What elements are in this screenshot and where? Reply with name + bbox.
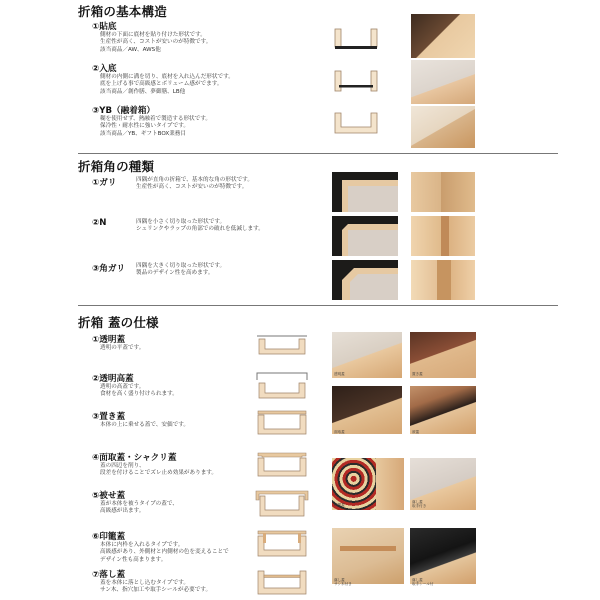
photo-caption: 印籠蓋 <box>334 503 345 507</box>
gari-top-photo <box>332 172 398 212</box>
gari-side-photo <box>411 172 475 212</box>
irezoko-diagram <box>334 70 378 92</box>
item-harizoko <box>92 20 211 54</box>
item-cover-lid <box>92 489 178 516</box>
divider <box>78 153 558 154</box>
photo-caption: 置き蓋 <box>412 372 423 376</box>
item-desc: 蓋の四辺を削り、 段差を付けることでズレ止め効果があります。 <box>100 463 218 477</box>
item-desc: 透明の高蓋です。 食材を高く盛り付けられます。 <box>100 384 178 398</box>
item-desc: 側材の下面に底材を貼り付けた形状です。 生産性が高く、コストが安いのが特徴です。 該当商品／AW、AWS他 <box>100 32 212 53</box>
yb-photo <box>411 106 475 148</box>
item-desc: 透明の平蓋です。 <box>100 345 145 351</box>
section-title-corner-types: 折箱角の種類 <box>78 159 155 174</box>
kakugari-side-photo <box>411 260 475 300</box>
item-clear-lid <box>92 333 144 352</box>
section-title-lid-types: 折箱 蓋の仕様 <box>78 315 159 330</box>
clear-lid-diagram <box>255 334 309 356</box>
item-title: ②透明高蓋 <box>92 374 134 384</box>
item-desc: 本体の上に乗せる蓋で、安価です。 <box>100 422 189 428</box>
inro-lid-diagram <box>255 530 309 558</box>
clear-high-lid-diagram <box>255 370 309 400</box>
item-title: ⑤被せ蓋 <box>92 491 126 501</box>
drop-lid-diagram <box>255 568 309 596</box>
item-title: ②入底 <box>92 64 117 74</box>
item-yb <box>92 104 211 138</box>
section-title-basic-structure: 折箱の基本構造 <box>78 4 167 19</box>
chamfer-lid-diagram <box>255 452 309 478</box>
item-desc: 蓋が本体を被うタイプの蓋で、 高級感が出ます。 <box>100 501 178 515</box>
photo-caption: 面取蓋 <box>334 430 345 434</box>
photo-caption: 落し蓋 取手シール付 <box>412 578 434 587</box>
chamfer-lid-photo <box>332 386 402 434</box>
n-side-photo <box>411 216 475 256</box>
item-clear-high-lid <box>92 372 178 399</box>
harizoko-photo <box>411 14 475 58</box>
item-inro-lid <box>92 530 229 564</box>
item-title: ③角ガリ <box>92 264 126 274</box>
photo-caption: 落し蓋 取手付き <box>412 500 427 509</box>
yb-diagram <box>334 112 378 134</box>
item-kakugari <box>92 262 125 274</box>
item-title: ③YB（融着箱） <box>92 106 156 116</box>
item-title: ④面取蓋・シャクリ蓋 <box>92 453 177 463</box>
irezoko-photo <box>411 60 475 104</box>
item-desc: 四隅を小さく切り取った形状です。 シュリンクやラップの角部での破れを低減します。 <box>136 219 264 233</box>
drop-lid-seal-photo <box>410 528 476 584</box>
item-title: ①貼底 <box>92 22 117 32</box>
harizoko-diagram <box>334 28 378 50</box>
item-chamfer-lid <box>92 451 217 478</box>
photo-caption: 被蓋 <box>412 430 420 434</box>
photo-caption: 透明蓋 <box>334 372 345 376</box>
put-lid-diagram <box>255 410 309 436</box>
item-desc: 四隅を大きく切り取った形状です。 製品のデザイン性を高めます。 <box>136 263 226 277</box>
cover-lid-photo <box>410 386 476 434</box>
photo-caption: 落し蓋 サン木付き <box>334 578 352 587</box>
item-desc: 四隅が直角の折箱で、基本的な角の形状です。 生産性が高く、コストが安いのが特徴です。 <box>136 177 253 191</box>
divider <box>78 305 558 306</box>
item-n <box>92 218 106 228</box>
item-desc: 本体に内枠を入れるタイプです。 高級感があり、外側材と内側材の色を変えることで デザイン性も高まります。 <box>100 542 229 563</box>
item-put-lid <box>92 410 189 429</box>
item-desc: 側材の内側に溝を切り、底材を入れ込んだ形状です。 底を上げる事で高級感とボリューム感がでます。 該当商品／創作膳、夢御膳、LB他 <box>100 74 234 95</box>
item-title: ①ガリ <box>92 178 117 188</box>
item-title: ⑥印籠蓋 <box>92 532 126 542</box>
kakugari-top-photo <box>332 260 398 300</box>
item-drop-lid <box>92 568 211 595</box>
item-title: ⑦落し蓋 <box>92 570 126 580</box>
item-title: ①透明蓋 <box>92 335 126 345</box>
item-desc: 糊を使用せず、熱融着で製造する形状です。 保冷性・耐水性に強いタイプです。 該当商品／YB、ギフトBOX業務目 <box>100 116 211 137</box>
item-title: ③置き蓋 <box>92 412 126 422</box>
item-irezoko <box>92 62 234 96</box>
item-gari <box>92 176 116 188</box>
item-desc: 蓋を本体に落とし込むタイプです。 サン木、指穴加工や取手シールが必要です。 <box>100 580 212 594</box>
cover-lid-diagram <box>255 490 309 518</box>
item-title: ②N <box>92 218 107 228</box>
drop-lid-bar-photo <box>332 528 404 584</box>
n-top-photo <box>332 216 398 256</box>
